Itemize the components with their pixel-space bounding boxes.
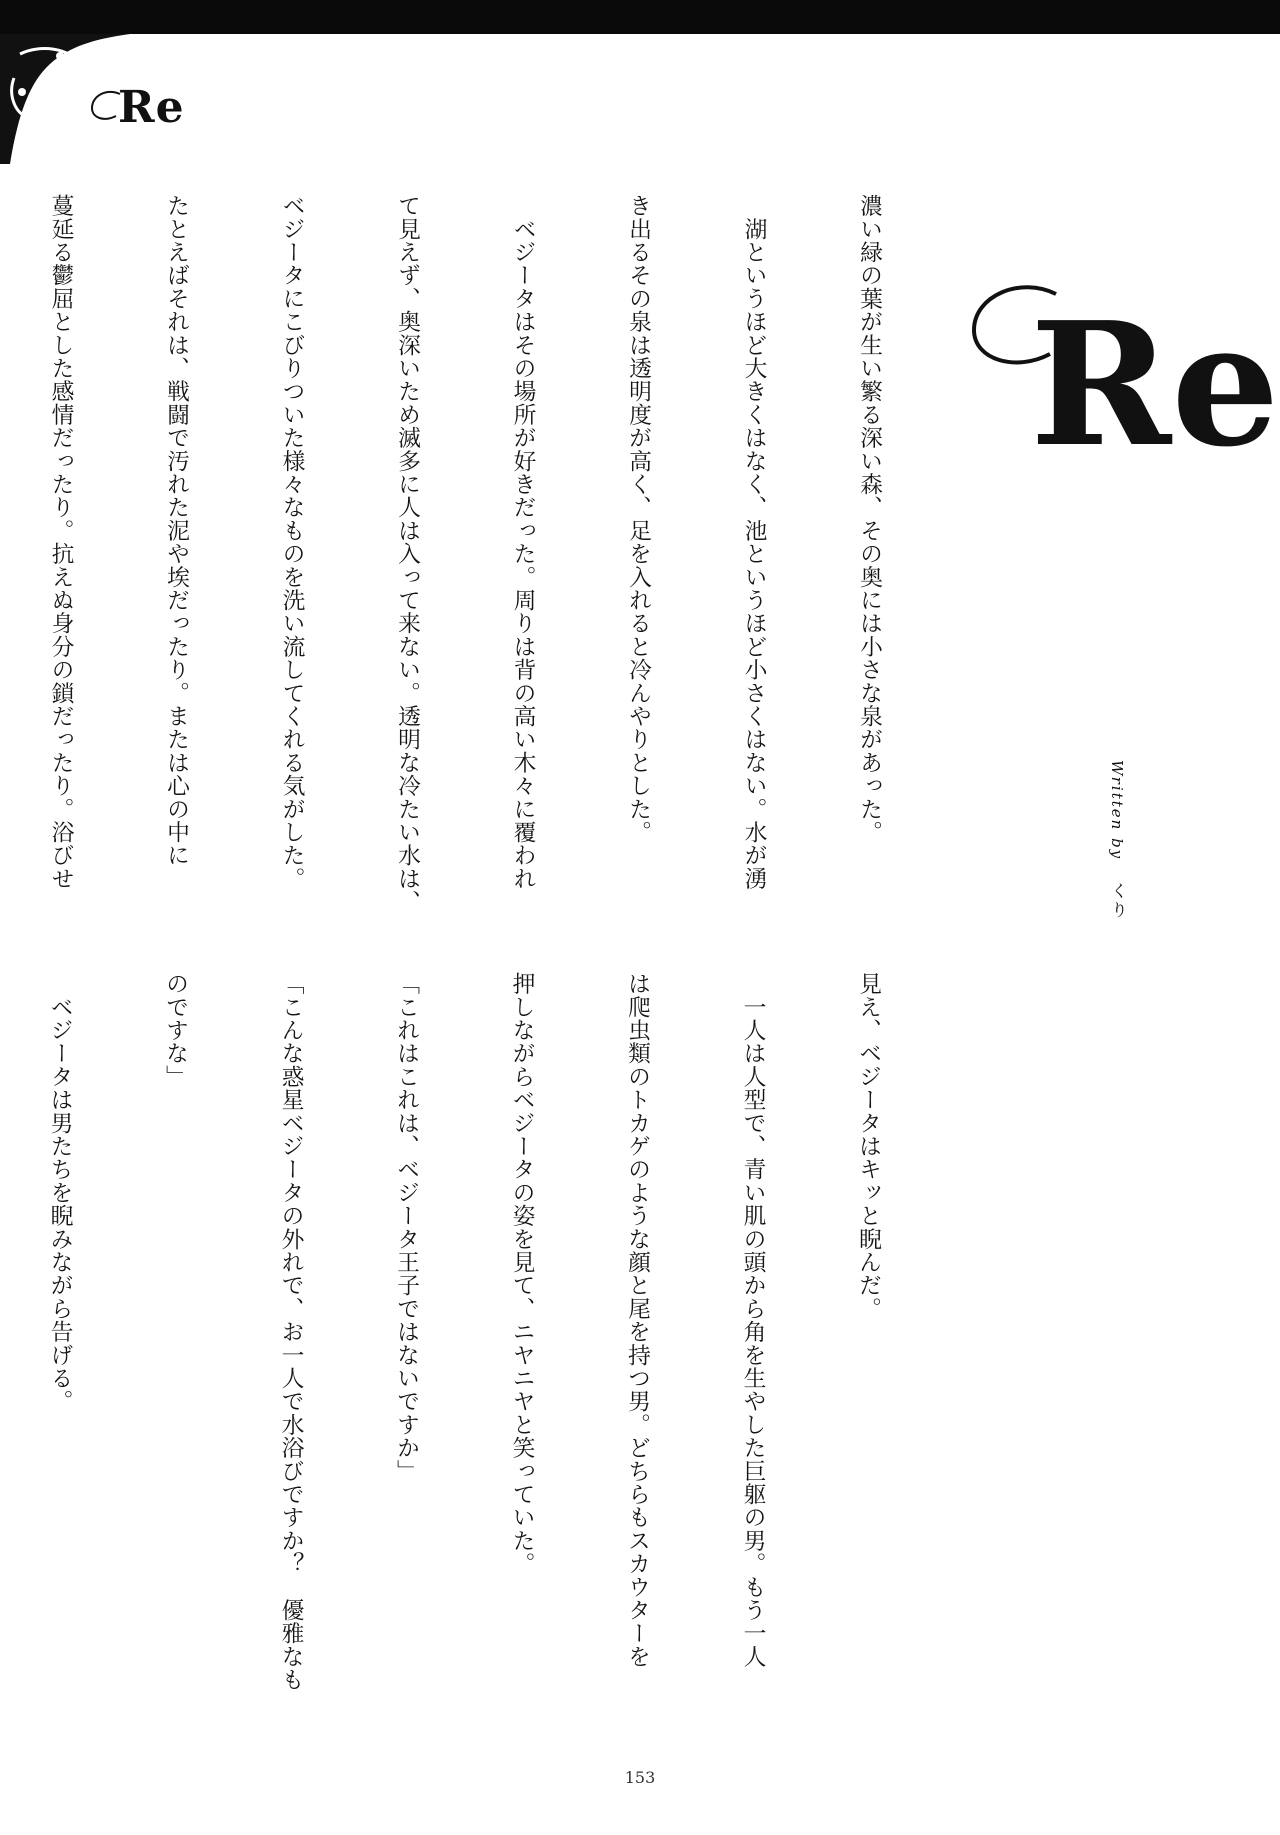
written-by-label: Written by xyxy=(1108,760,1126,861)
swash-c-large-icon xyxy=(960,272,1070,382)
text-line: のですな」 xyxy=(162,972,188,1088)
text-line: 濃い緑の葉が生い繁る深い森、その奥には小さな泉があった。 xyxy=(856,194,882,844)
text-line: 一人は人型で、青い肌の頭から角を生やした巨躯の男。もう一人 xyxy=(739,972,766,1668)
text-line: 見え、ベジータはキッと睨んだ。 xyxy=(855,972,881,1320)
text-line: き出るその泉は透明度が高く、足を入れると冷んやりとした。 xyxy=(625,194,651,844)
text-line: 「これはこれは、ベジータ王子ではないですか」 xyxy=(393,972,419,1483)
body-text-upper xyxy=(47,194,965,914)
text-line: ベジータはその場所が好きだった。周りは背の高い木々に覆われ xyxy=(509,194,536,890)
body-text-lower xyxy=(46,972,964,1692)
text-line: たとえばそれは、戦闘で汚れた泥や埃だったり。または心の中に xyxy=(163,194,189,867)
text-line: て見えず、奥深いため滅多に人は入って来ない。透明な冷たい水は、 xyxy=(394,194,420,914)
running-header-title xyxy=(118,82,185,133)
top-black-bar xyxy=(0,0,1280,34)
text-line: ベジータは男たちを睨みながら告げる。 xyxy=(46,972,73,1413)
byline xyxy=(1105,760,1130,920)
story-title-text: Re xyxy=(1030,285,1280,485)
text-line: ベジータにこびりついた様々なものを洗い流してくれる気がした。 xyxy=(278,194,305,890)
text-line: 押しながらベジータの姿を見て、ニヤニヤと笑っていた。 xyxy=(508,972,535,1576)
header-title-text: Re xyxy=(118,82,185,133)
text-line: 蔓延る鬱屈とした感情だったり。抗えぬ身分の鎖だったり。浴びせ xyxy=(47,194,74,890)
text-line: は爬虫類のトカゲのような顔と尾を持つ男。どちらもスカウターを xyxy=(624,972,650,1668)
text-line: 湖というほど大きくはなく、池というほど小さくはない。水が湧 xyxy=(740,194,767,890)
page-number: 153 xyxy=(624,1768,656,1787)
text-line: 「こんな惑星ベジータの外れで、お一人で水浴びですか？ 優雅なも xyxy=(277,972,304,1692)
swash-c-icon xyxy=(86,86,126,126)
author-name: くり xyxy=(1107,881,1127,920)
story-title xyxy=(1030,285,1280,485)
